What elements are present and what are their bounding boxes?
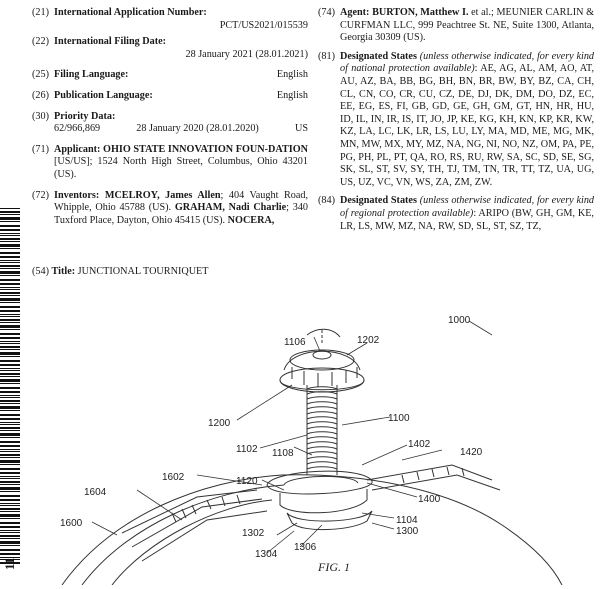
ref-1400: 1400	[418, 494, 441, 505]
entry-26: (26) Publication Language: English	[32, 89, 308, 101]
ref-1420: 1420	[460, 447, 483, 458]
application-number-label: International Application Number:	[54, 7, 207, 18]
agent-name: BURTON, Matthew I.	[372, 7, 469, 18]
ref-1602: 1602	[162, 472, 185, 483]
inventor-3-name: NOCERA,	[227, 214, 275, 226]
application-number-value: PCT/US2021/015539	[219, 19, 308, 31]
ref-1120: 1120	[236, 476, 258, 487]
patent-title: (54) Title: JUNCTIONAL TOURNIQUET	[32, 266, 209, 277]
regional-states-codes: : ARIPO (BW, GH, GM, KE, LR, LS, MW, MZ, NA, RW, SD, SL, ST, SZ, TZ,	[340, 207, 594, 232]
ref-1302: 1302	[242, 528, 265, 539]
entry-21: (21) International Application Number: PCT/US2021/015539	[32, 7, 308, 31]
ref-1402: 1402	[408, 439, 431, 450]
entry-71: (71) Applicant: OHIO STATE INNOVATION FOUN-DATION [US/US]; 1524 North High Street, Columbus, Ohio 43201 (US).	[32, 143, 309, 180]
side-mark: 11	[2, 557, 17, 570]
national-states-qualifier: (unless otherwise indicated, for every kind of national protection available)	[340, 50, 595, 75]
filing-language-value: English	[276, 69, 308, 81]
entry-30: (30) Priority Data: 62/966,869 28 January 2020 (28.01.2020) US	[32, 110, 308, 135]
regional-states-qualifier: (unless otherwise indicated, for every kind of regional protection available)	[340, 195, 595, 219]
barcode-icon	[0, 208, 20, 564]
ref-1304: 1304	[255, 549, 278, 560]
inventor-1-address: ; 404 Vaught Road, Whipple, Ohio 45788 (US).	[54, 189, 308, 214]
filing-date-value: 28 January 2021 (28.01.2021)	[185, 48, 308, 60]
entry-25: (25) Filing Language: English	[32, 69, 308, 81]
ref-1200: 1200	[208, 418, 231, 429]
entry-84: (84) Designated States (unless otherwise indicated, for every kind of regional protection available): ARIPO (BW, GH, GM, KE, LR, LS, MW, MZ, NA, RW, SD, SL, ST, SZ, TZ,	[318, 195, 595, 232]
ref-1202: 1202	[357, 335, 380, 346]
ref-1104: 1104	[396, 515, 418, 526]
priority-app-number: 62/966,869	[54, 123, 101, 135]
ref-1106: 1106	[284, 337, 306, 348]
inventor-2-name: GRAHAM, Nadi Charlie	[174, 202, 287, 214]
filing-date-label: International Filing Date:	[54, 36, 167, 48]
priority-data-label: Priority Data:	[54, 110, 116, 122]
bibliographic-right-column	[318, 7, 594, 237]
ref-1108: 1108	[272, 448, 294, 459]
tourniquet-drawing	[22, 285, 611, 585]
entry-72: (72) Inventors: MCELROY, James Allen; 404 Vaught Road, Whipple, Ohio 45788 (US). GRAHAM, Nadi Charlie; 340 Tuxford Place, Dayton, Ohio 45415 (US). NOCERA,	[32, 189, 309, 226]
patent-title-text: JUNCTIONAL TOURNIQUET	[77, 266, 209, 277]
national-states-codes: : AE, AG, AL, AM, AO, AT, AU, AZ, BA, BB, BG, BH, BN, BR, BW, BY, BZ, CA, CH, CL, CN, CO, CR, CU, CZ, DE, DJ, DK, DM, DO, DZ, EC, EE, EG, ES, FI, GB, GD, GE, GH, GM, GT, HN, HR, HU, ID, IL, IN, IR, IS, IT, JO, JP, KE, KG, KH, KN, KP, KR, KW, KZ, LA, LC, LK, LR, LS, LU, LY, MA, MD, ME, MG, MK, MN, MW, MX, MY, MZ, NA, NG, NI, NO, NZ, OM, PA, PE, PG, PH, PL, PT, QA, RO, RS, RU, RW, SA, SC, SD, SE, SG, SK, SL, ST, SV, SY, TH, TJ, TM, TN, TR, TT, TZ, UA, UG, US, UZ, VC, VN, WS, ZA, ZM, ZW.	[340, 63, 594, 188]
ref-1000: 1000	[448, 315, 471, 326]
ref-1102: 1102	[236, 444, 258, 455]
entry-22: (22) International Filing Date: 28 January 2021 (28.01.2021)	[32, 36, 308, 60]
ref-1604: 1604	[84, 487, 107, 498]
agent-address: et al.; MEUNIER CARLIN & CURFMAN LLC, 999 Peachtree St. NE, Suite 1300, Atlanta, Georgia 30309 (US).	[340, 7, 595, 44]
ref-1300: 1300	[396, 526, 419, 537]
inventor-1-name: MCELROY, James Allen	[104, 189, 221, 201]
publication-language-value: English	[276, 89, 308, 101]
filing-language-label: Filing Language:	[54, 69, 129, 81]
entry-74: (74) Agent: BURTON, Matthew I. et al.; MEUNIER CARLIN & CURFMAN LLC, 999 Peachtree St. NE, Suite 1300, Atlanta, Georgia 30309 (US).	[318, 7, 595, 44]
ref-1306: 1306	[294, 542, 317, 553]
priority-date: 28 January 2020 (28.01.2020)	[136, 123, 259, 135]
bibliographic-left-column	[32, 7, 308, 231]
applicant-name: OHIO STATE INNOVATION FOUN-DATION	[103, 143, 309, 155]
publication-language-label: Publication Language:	[54, 89, 153, 101]
priority-country: US	[294, 123, 308, 135]
ref-1100: 1100	[388, 413, 410, 424]
inventor-2-address: ; 340 Tuxford Place, Dayton, Ohio 45415 (US).	[54, 202, 309, 226]
applicant-address: [US/US]; 1524 North High Street, Columbus, Ohio 43201 (US).	[54, 156, 308, 180]
figure-caption: FIG. 1	[318, 560, 350, 574]
entry-81: (81) Designated States (unless otherwise indicated, for every kind of national protection available): AE, AG, AL, AM, AO, AT, AU, AZ, BA, BB, BG, BH, BN, BR, BW, BY, BZ, CA, CH, CL, CN, CO, CR, CU, CZ, DE, DJ, DK, DM, DO, DZ, EC, EE, EG, ES, FI, GB, GD, GE, GH, GM, GT, HN, HR, HU, ID, IL, IN, IR, IS, IT, JO, JP, KE, KG, KH, KN, KP, KR, KW, KZ, LA, LC, LK, LR, LS, LU, LY, MA, MD, ME, MG, MK, MN, MW, MX, MY, MZ, NA, NG, NI, NO, NZ, OM, PA, PE, PG, PH, PL, PT, QA, RO, RS, RU, RW, SA, SC, SD, SE, SG, SK, SL, ST, SV, SY, TH, TJ, TM, TN, TR, TT, TZ, UA, UG, US, UZ, VC, VN, WS, ZA, ZM, ZW.	[318, 50, 595, 188]
ref-1600: 1600	[60, 518, 83, 529]
